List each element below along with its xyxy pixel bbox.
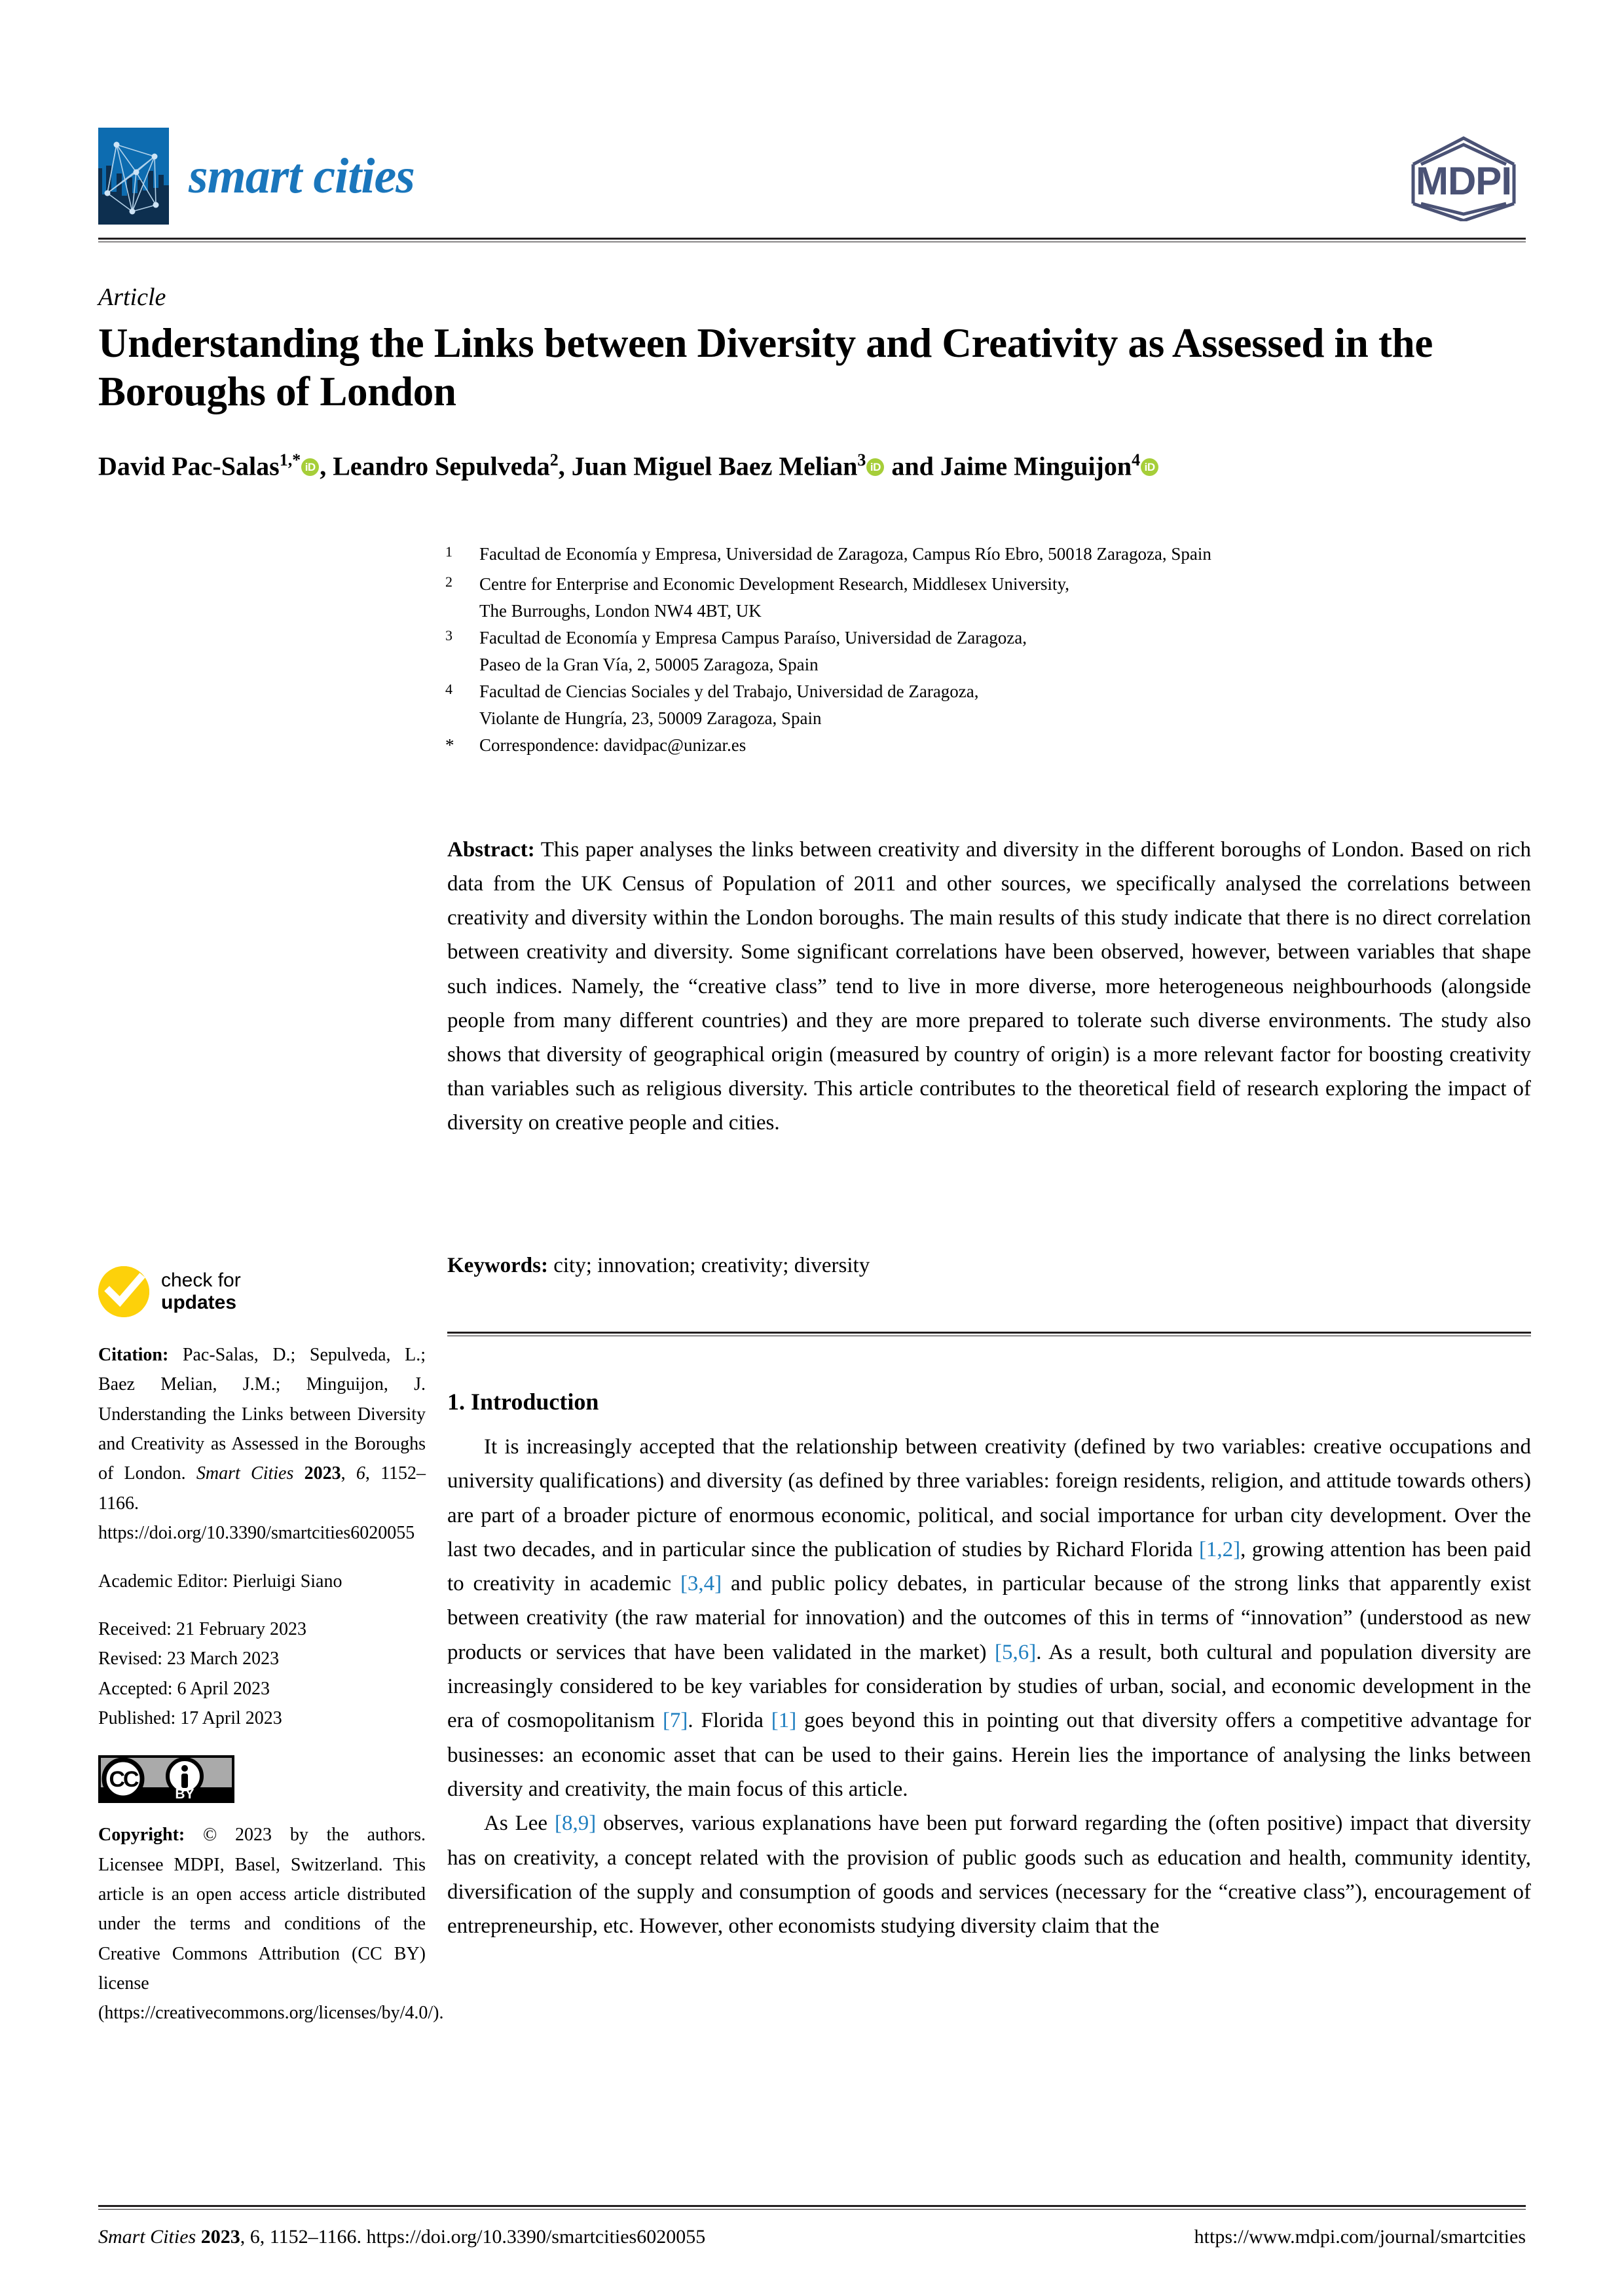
article-type-label: Article [98,283,166,311]
orcid-icon[interactable]: iD [301,458,319,476]
keywords-text: city; innovation; creativity; diversity [553,1254,870,1277]
affiliation-text [479,625,1532,678]
citation-journal: Smart Cities [196,1463,294,1484]
author-name: Juan Miguel Baez Melian [571,451,858,481]
affiliation-line: Violante de Hungría, 23, 50009 Zaragoza, Spain [479,708,822,729]
citation-pages: 1152–1166. [98,1463,426,1514]
paragraph-text: , growing attention has been paid to creativity in academic [447,1537,1531,1596]
citation-reference[interactable]: [1] [771,1709,797,1733]
author-name: Jaime Minguijon [940,451,1132,481]
footer-divider-thin [98,2209,1526,2210]
paragraph-text: goes beyond this in pointing out that diversity offers a competitive advantage for businesses: an economic asset that can be used to their gains. Herein lies the importance of analysing the links between diversity and creativity, the main focus of this article. [447,1709,1531,1801]
citation-comma2: , [365,1463,381,1484]
citation-text: Pac-Salas, D.; Sepulveda, L.; Baez Melian, J.M.; Minguijon, J. Understanding the Links between Diversity and Creativity as Assessed in the Boroughs of London. [98,1345,426,1484]
keywords-section [447,1249,1531,1283]
author-separator [934,451,940,481]
author-affiliation-marker: 2 [549,450,559,469]
check-for-updates-badge[interactable] [98,1260,426,1323]
footer-journal: Smart Cities [98,2226,196,2248]
orcid-icon[interactable]: iD [1141,458,1158,476]
svg-text:CC: CC [109,1767,138,1793]
affiliation-line: Facultad de Ciencias Sociales y del Trabajo, Universidad de Zaragoza, [479,682,979,702]
publication-dates [98,1614,426,1733]
affiliation-marker: 4 [445,681,452,698]
citation-reference[interactable]: [5,6] [994,1640,1037,1664]
citation-reference[interactable]: [3,4] [680,1572,722,1596]
footer-url[interactable]: https://www.mdpi.com/journal/smartcities [1194,2226,1526,2248]
check-updates-line1: check for [161,1269,241,1292]
footer-citation [98,2226,705,2248]
correspondence-marker: * [445,735,454,756]
affiliation-marker: 2 [445,574,452,591]
affiliation-line: Facultad de Economía y Empresa Campus Paraíso, Universidad de Zaragoza, [479,628,1027,648]
paragraph-text: It is increasingly accepted that the relationship between creativity (defined by two variables: creative occupations and university qualifications) and diversity (as defined by three variables: foreign residents, religion, and attitude towards others) are part of a broader picture of enormous economic, political, and social importance for urban city development. Over the last two decades, and in particular since the publication of studies by Richard Florida [447,1435,1531,1561]
citation-doi[interactable]: https://doi.org/10.3390/smartcities6020055 [98,1523,415,1544]
affiliations-list [445,541,1532,759]
citation-block [98,1340,426,1548]
paragraph [447,1430,1531,1806]
date-revised: Revised: 23 March 2023 [98,1649,280,1669]
paragraph-text: and public policy debates, in particular because of the strong links that apparently exist between creativity (the raw material for innovation) and the outcomes of this in terms of “innovation” (understood as new products or services that have been validated in the market) [447,1572,1532,1664]
correspondence-text [479,732,1532,759]
date-accepted: Accepted: 6 April 2023 [98,1678,270,1699]
date-received: Received: 21 February 2023 [98,1618,307,1639]
paragraph-text: observes, various explanations have been put forward regarding the (often positive) impact that diversity has on creativity, a concept related with the provision of public goods such as education and health, community identity, diversification of the supply and consumption of goods and services (necessary for the “creative class”), encouragement of entrepreneurship, etc. However, other economists studying diversity claim that the [447,1812,1531,1939]
academic-editor: Academic Editor: Pierluigi Siano [98,1571,342,1592]
citation-reference[interactable]: [1,2] [1198,1537,1241,1561]
author-affiliation-marker: 4 [1132,450,1141,469]
paragraph-text: As Lee [484,1812,555,1836]
citation-comma: , [341,1463,356,1484]
citation-year: 2023 [304,1463,341,1484]
copyright-text: © 2023 by the authors. Licensee MDPI, Basel, Switzerland. This article is an open access article distributed under the terms and conditions of the Creative Commons Attribution (CC BY) license (https://creativecommons.org/licenses/by/4.0/). [98,1825,444,2024]
paragraph-text: . Florida [688,1709,771,1733]
affiliation-marker: 1 [445,543,452,560]
header-divider [98,238,1526,240]
citation-volume: 6 [356,1463,365,1484]
creative-commons-by-icon[interactable] [98,1755,234,1803]
footer-rest: , 6, 1152–1166. https://doi.org/10.3390/smartcities6020055 [240,2226,706,2248]
affiliation-marker: 3 [445,627,452,644]
affiliation-line: Centre for Enterprise and Economic Development Research, Middlesex University, [479,574,1069,594]
author-and: and [891,451,934,481]
abstract-text: This paper analyses the links between creativity and diversity in the different boroughs of London. Based on rich data from the UK Census of Population of 2011 and other sources, we specifically analysed the correlations between creativity and diversity within the London boroughs. The main results of this study indicate that there is no direct correlation between creativity and diversity. Some significant correlations have been observed, however, between variables that shape such indices. Namely, the “creative class” tend to live in more diverse, more heterogeneous neighbourhoods (alongside people from many different countries) and they are more prepared to tolerate such diverse environments. The study also shows that diversity of geographical origin (measured by country of origin) is a more relevant factor for boosting creativity than variables such as religious diversity. This article contributes to the theoretical field of research exploring the impact of diversity on creative people and cities. [447,838,1531,1135]
journal-name: smart cities [189,149,415,204]
check-mark-icon [98,1266,149,1317]
correspondence-item [445,732,1532,759]
introduction-body [447,1430,1531,1943]
affiliation-text [479,678,1532,732]
sidebar [98,1260,444,2028]
author-list [98,449,1506,483]
citation-reference[interactable]: [7] [662,1709,688,1733]
paragraph [447,1806,1531,1943]
correspondence-line[interactable]: Correspondence: davidpac@unizar.es [479,735,747,756]
affiliation-line: Paseo de la Gran Vía, 2, 50005 Zaragoza, Spain [479,655,819,675]
date-published: Published: 17 April 2023 [98,1707,282,1728]
section-heading-introduction: 1. Introduction [447,1389,599,1415]
affiliation-item [445,571,1532,625]
affiliation-text [479,541,1532,571]
mdpi-logo-icon [1401,133,1526,221]
abstract-section [447,833,1531,1140]
svg-text:MDPI: MDPI [1416,159,1511,203]
affiliation-text [479,571,1532,625]
affiliation-line: The Burroughs, London NW4 4BT, UK [479,601,762,621]
keywords-label: Keywords: [447,1254,548,1277]
affiliation-item [445,625,1532,678]
affiliation-line: Facultad de Economía y Empresa, Universidad de Zaragoza, Campus Río Ebro, 50018 Zaragoza, Spain [479,544,1211,564]
author-conjunction [885,451,891,481]
check-for-updates-text [161,1269,241,1313]
abstract-divider [447,1332,1531,1334]
smart-cities-logo-icon [98,128,169,225]
paragraph-text: . As a result, both cultural and population diversity are increasingly considered to be key variables for consideration by studies of urban, social, and economic development in the era of cosmopolitanism [447,1640,1532,1733]
abstract-label: Abstract: [447,838,535,862]
copyright-label: Copyright: [98,1825,185,1846]
author-separator: , [320,451,333,481]
footer-year: 2023 [200,2226,240,2248]
affiliation-item [445,541,1532,571]
author-separator: , [558,451,572,481]
author-name: David Pac-Salas [98,451,280,481]
author-affiliation-marker: 1,* [279,450,301,469]
journal-logo [98,128,415,225]
svg-text:BY: BY [175,1787,194,1802]
footer-divider [98,2205,1526,2207]
author-name: Leandro Sepulveda [333,451,550,481]
citation-label: Citation: [98,1345,169,1365]
copyright-block [98,1820,444,2028]
affiliation-item [445,678,1532,732]
author-affiliation-marker: 3 [857,450,866,469]
check-updates-line2: updates [161,1292,237,1313]
page-header [98,128,1526,239]
orcid-icon[interactable]: iD [866,458,884,476]
citation-reference[interactable]: [8,9] [555,1812,597,1836]
page-title: Understanding the Links between Diversity and Creativity as Assessed in the Boroughs of London [98,320,1433,414]
